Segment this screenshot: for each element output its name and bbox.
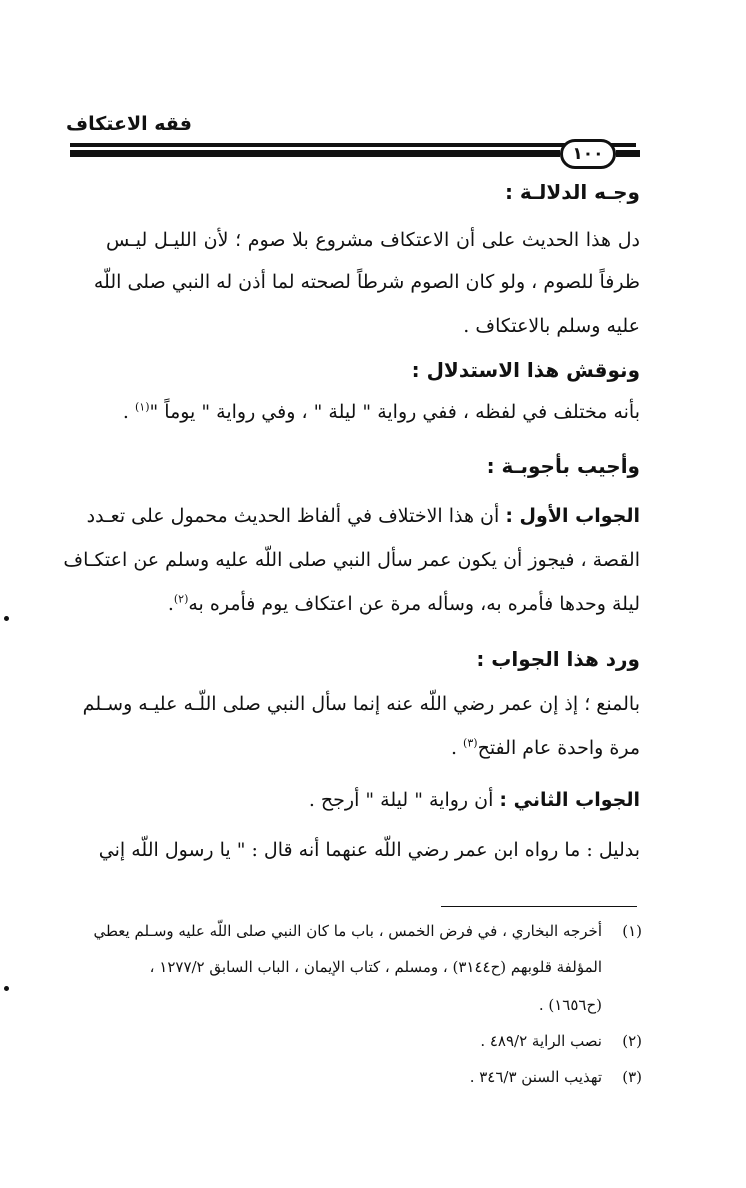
answer1-text: أن هذا الاختلاف في ألفاظ الحديث محمول على تعـدد xyxy=(86,505,506,527)
footnote-number: (١) xyxy=(622,922,642,940)
footnote-ref: (٢) xyxy=(173,592,189,606)
answer1-label: الجواب الأول : xyxy=(505,505,640,527)
paragraph-line: بدليل : ما رواه ابن عمر رضي اللّه عنهما أنه قال : " يا رسول اللّه إني xyxy=(98,839,640,861)
header-rule-tail xyxy=(616,150,640,157)
rebuttal-text-2: مرة واحدة عام الفتح xyxy=(477,737,640,759)
answer1-line xyxy=(86,502,640,530)
rebuttal-end: . xyxy=(450,737,464,759)
heading-rebuttal: ورد هذا الجواب : xyxy=(476,647,640,671)
heading-discussion: ونوقش هذا الاستدلال : xyxy=(411,358,640,382)
paragraph-line: دل هذا الحديث على أن الاعتكاف مشروع بلا صوم ؛ لأن الليـل ليـس xyxy=(106,229,640,251)
answer2-label: الجواب الثاني : xyxy=(499,789,640,811)
header-rule-bottom xyxy=(70,150,560,157)
discussion-end: . xyxy=(122,401,135,423)
footnote-text: أخرجه البخاري ، في فرض الخمس ، باب ما كان النبي صلى اللّه عليه وسـلم يعطي xyxy=(93,922,602,940)
answer2-text: أن رواية " ليلة " أرجح . xyxy=(308,789,500,811)
scan-mark xyxy=(4,616,9,621)
page-number-badge xyxy=(560,139,616,169)
paragraph-line: بالمنع ؛ إذ إن عمر رضي اللّه عنه إنما سأل النبي صلى اللّـه عليـه وسـلم xyxy=(82,693,640,715)
scan-mark xyxy=(4,986,9,991)
paragraph-line: عليه وسلم بالاعتكاف . xyxy=(463,315,640,337)
rebuttal-line-2 xyxy=(106,734,640,762)
page-number: ١٠٠ xyxy=(572,144,604,164)
footnote-separator xyxy=(441,906,637,907)
answer1-line-3 xyxy=(106,590,640,618)
footnote-number: (٢) xyxy=(622,1032,642,1050)
header-rule-top xyxy=(70,143,636,147)
footnote-ref: (١) xyxy=(134,400,150,414)
footnote-text: تهذيب السنن ٣٤٦/٣ . xyxy=(469,1068,602,1086)
footnote-text: نصب الراية ٤٨٩/٢ . xyxy=(480,1032,602,1050)
answer2-line xyxy=(106,786,640,814)
footnote-number: (٣) xyxy=(622,1068,642,1086)
footnote-3 xyxy=(82,1066,642,1088)
discussion-text: بأنه مختلف في لفظه ، ففي رواية " ليلة " ، وفي رواية " يوماً " xyxy=(149,401,640,423)
heading-evidence: وجـه الدلالـة : xyxy=(504,180,640,204)
discussion-line xyxy=(106,398,640,426)
footnote-1-line-2: المؤلفة قلوبهم (ح٣١٤٤) ، ومسلم ، كتاب الإيمان ، الباب السابق ١٢٧٧/٢ ، xyxy=(149,958,602,976)
footnote-1 xyxy=(82,920,642,942)
answer1-text-3: ليلة وحدها فأمره به، وسأله مرة عن اعتكاف يوم فأمره به xyxy=(188,593,640,615)
heading-answers: وأجيب بأجوبـة : xyxy=(486,454,640,478)
footnote-2 xyxy=(82,1030,642,1052)
answer1-end: . xyxy=(167,593,174,615)
paragraph-line: ظرفاً للصوم ، ولو كان الصوم شرطاً لصحته لما أذن له النبي صلى اللّه xyxy=(93,271,640,293)
running-title: فقه الاعتكاف xyxy=(66,113,192,135)
paragraph-line: القصة ، فيجوز أن يكون عمر سأل النبي صلى اللّه عليه وسلم عن اعتكـاف xyxy=(63,549,640,571)
footnote-1-line-3: (ح١٦٥٦) . xyxy=(538,996,602,1014)
footnote-ref: (٣) xyxy=(463,736,478,750)
